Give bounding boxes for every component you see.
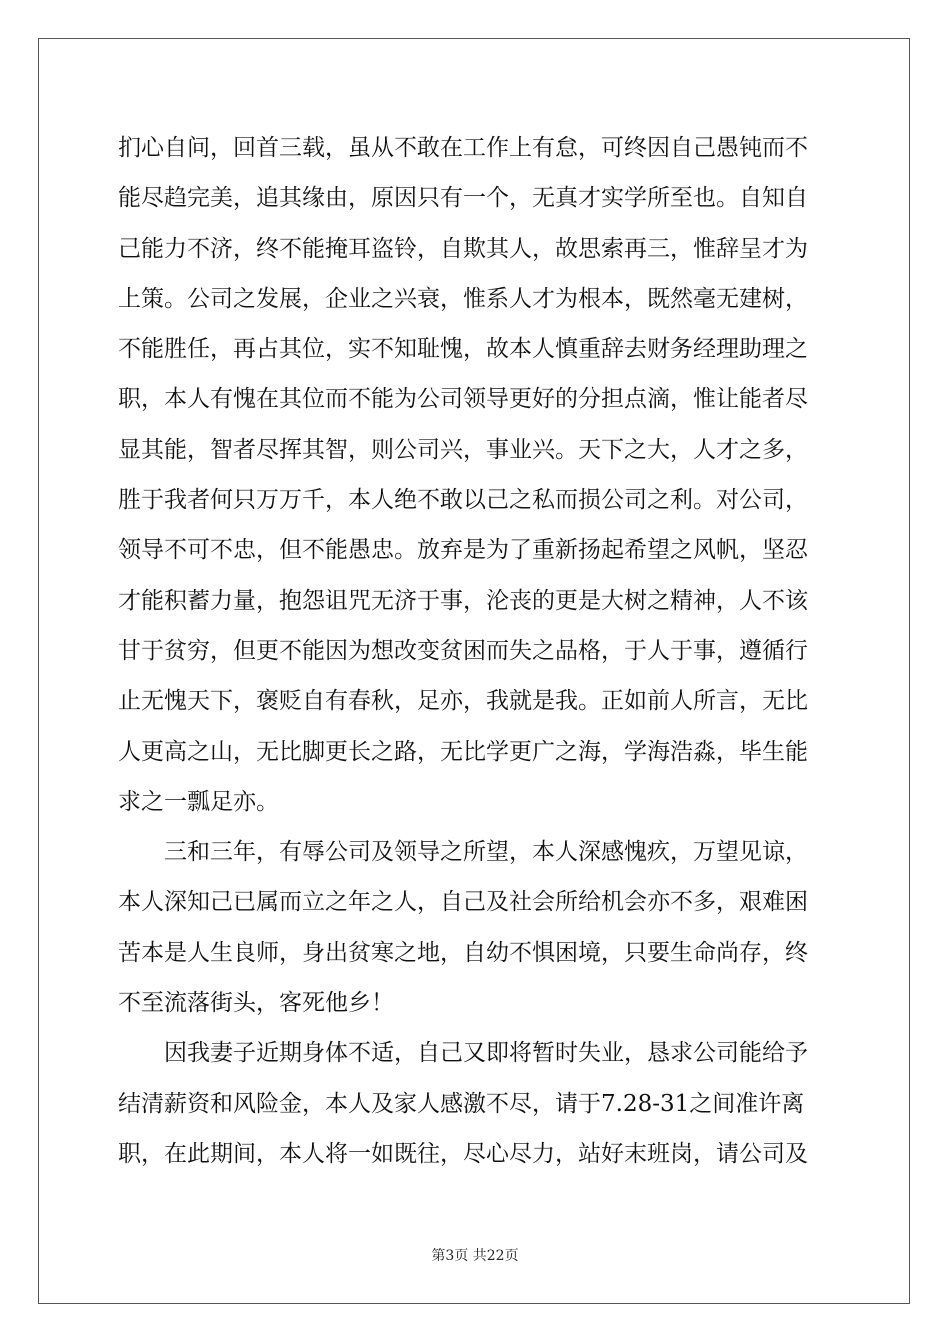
text-line: 领导不可不忠，但不能愚忠。放弃是为了重新扬起希望之风帆，坚忍 [118,537,808,564]
text-line: 不能胜任，再占其位，实不知耻愧，故本人慎重辞去财务经理助理之 [118,336,808,363]
text-line: 人更高之山，无比脚更长之路，无比学更广之海，学海浩淼，毕生能 [118,738,808,765]
text-line: 结清薪资和风险金，本人及家人感激不尽，请于7.28-31之间准许离 [118,1090,805,1117]
text-line: 扪心自问，回首三载，虽从不敢在工作上有怠，可终因自己愚钝而不 [118,135,808,161]
letter-body [118,123,834,1179]
text-line: 职，在此期间，本人将一如既往，尽心尽力，站好末班岗，请公司及 [118,1140,808,1167]
text-line: 胜于我者何只万万千，本人绝不敢以己之私而损公司之利。对公司， [118,487,808,514]
text-line: 甘于贫穷，但更不能因为想改变贫困而失之品格，于人于事，遵循行 [118,637,808,664]
text-line: 能尽趋完美，追其缘由，原因只有一个，无真才实学所至也。自知自 [118,185,808,212]
text-line: 求之一瓢足亦。 [118,788,279,815]
text-line: 显其能，智者尽挥其智，则公司兴，事业兴。天下之大，人才之多， [118,436,808,463]
text-line: 不至流落街头，客死他乡！ [118,990,394,1017]
text-line: 上策。公司之发展，企业之兴衰，惟系人才为根本，既然毫无建树， [118,285,808,312]
text-line: 苦本是人生良师，身出贫寒之地，自幼不惧困境，只要生命尚存，终 [118,939,808,966]
text-line: 才能积蓄力量，抱怨诅咒无济于事，沦丧的更是大树之精神，人不该 [118,587,808,614]
paragraph [118,123,834,827]
text-line: 止无愧天下，褒贬自有春秋，足亦，我就是我。正如前人所言，无比 [118,688,808,715]
paragraph [118,1028,834,1179]
text-line: 三和三年，有辱公司及领导之所望，本人深感愧疚，万望见谅， [164,839,808,866]
paragraph [118,827,834,1028]
text-line: 因我妻子近期身体不适，自己又即将暂时失业，恳求公司能给予 [164,1040,808,1067]
page-number: 第3页 共22页 [431,1248,519,1264]
text-line: 己能力不济，终不能掩耳盗铃，自欺其人，故思索再三，惟辞呈才为 [118,235,808,262]
text-line: 职，本人有愧在其位而不能为公司领导更好的分担点滴，惟让能者尽 [118,386,808,413]
text-line: 本人深知己已属而立之年之人，自己及社会所给机会亦不多，艰难困 [118,889,808,916]
